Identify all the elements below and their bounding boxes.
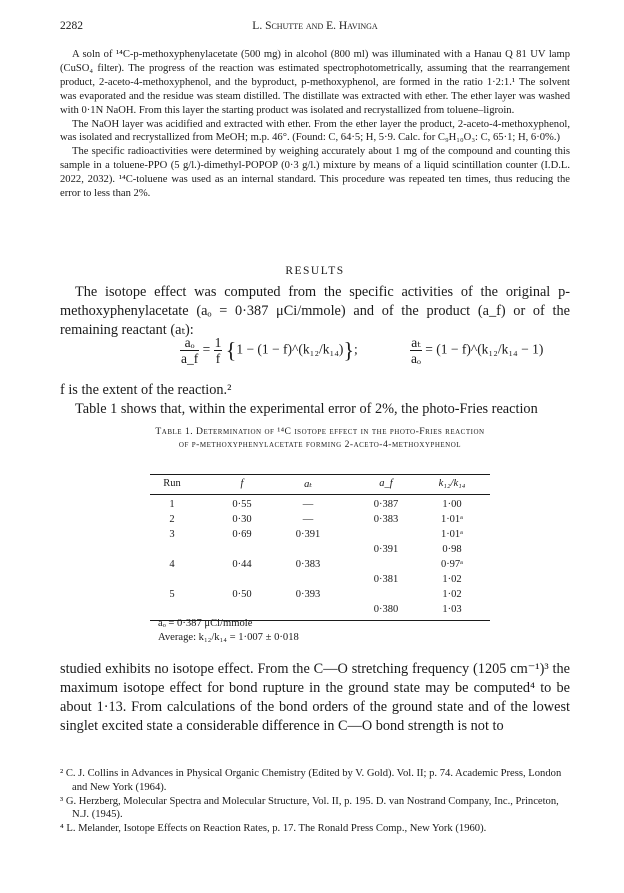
table-header-rule — [150, 494, 490, 495]
table-cell: 1 — [169, 499, 175, 510]
table-cell: 5 — [169, 589, 175, 600]
table-note-a0: aₒ = 0·387 μCi/mmole — [158, 618, 253, 629]
eq-num-at: aₜ — [411, 335, 421, 350]
table-cell: 1·02 — [442, 574, 462, 585]
extent-line: f is the extent of the reaction.² — [60, 382, 232, 398]
table-top-rule — [150, 474, 490, 475]
table-cell: 0·393 — [295, 589, 321, 600]
table-cell: 1·00 — [442, 499, 462, 510]
eq-den-af: a_f — [181, 351, 199, 366]
table-cell: 0·98 — [442, 544, 462, 555]
table-cell: 0·55 — [232, 499, 252, 510]
table-cell: 0·380 — [373, 604, 399, 615]
eq-brace-body: 1 − (1 − f)^(k₁₂/k₁₄) — [236, 341, 344, 357]
eq-num-1: 1 — [214, 335, 222, 350]
eq-den-f: f — [215, 351, 221, 366]
footnote-3: ³ G. Herzberg, Molecular Spectra and Molecular Structure, Vol. II, p. 195. D. van Nostrand Company, Inc., Princeton, N.J. (1945). — [60, 795, 559, 821]
table-header-run: Run — [163, 478, 181, 489]
table-cell: 0·97ᵃ — [440, 559, 464, 570]
table-cell: 0·383 — [373, 514, 399, 525]
table-cell: 4 — [169, 559, 175, 570]
footnote-4: ⁴ L. Melander, Isotope Effects on Reaction Rates, p. 17. The Ronald Press Comp., New York (1960). — [60, 823, 487, 835]
intro-paragraph-1: A soln of ¹⁴C-p-methoxyphenylacetate (500 mg) in alcohol (800 ml) was illuminated with a Hanau Q 81 UV lamp (CuSO₄ filter). The progress of the reaction was estimated spectrophotometrically, assuming that the rearrangement product, 2-aceto-4-methoxyphenol, and the byproduct, p-methoxyphenol, are formed in the ratio 1·2:1.¹ The solvent was evaporated and the residue was steam distilled. The distillate was extracted with ether. The ether layer was washed with 0·1N NaOH. From this layer the starting product was isolated and recrystallized from toluene–ligroin. — [60, 49, 570, 116]
experimental-section — [60, 48, 570, 201]
table-intro: Table 1 shows that, within the experimental error of 2%, the photo-Fries reaction — [75, 401, 538, 417]
intro-paragraph-2: The NaOH layer was acidified and extracted with ether. From the ether layer the product, 2-aceto-4-methoxyphenol, was isolated and recrystallized from MeOH; m.p. 46°. (Found: C, 64·5; H, 5·9. Calc. for C₉H₁₀O₃: C, 65·1; H, 6·0%.) — [60, 118, 570, 144]
table-cell: — — [302, 514, 314, 525]
eq-semicolon: ; — [354, 341, 358, 357]
table-caption-text: Table 1. Determination of ¹⁴C isotope effect in the photo-Fries reaction of p-methoxyphenylacetate forming 2-aceto-4-methoxyphenol — [155, 426, 485, 450]
eq-equals-1: = — [202, 341, 211, 357]
eq-fraction-a0-af — [180, 335, 199, 366]
table-header-at: aₜ — [304, 479, 312, 490]
eq-den-a0: aₒ — [411, 351, 421, 366]
eq-num-a0: aₒ — [180, 335, 199, 351]
table-header-f: f — [240, 478, 244, 489]
table-cell: 0·383 — [295, 559, 321, 570]
table-cell: 1·02 — [442, 589, 462, 600]
table-cell: 0·69 — [232, 529, 252, 540]
table-cell: 1·01ᵃ — [440, 514, 464, 525]
eq-fraction-at-a0 — [410, 335, 422, 366]
results-heading: RESULTS — [285, 265, 345, 277]
eq-fraction-1-f — [214, 335, 223, 366]
running-head: L. Schutte and E. Havinga — [252, 20, 378, 32]
eq-brace-close: } — [343, 337, 354, 363]
table-cell: 2 — [169, 514, 175, 525]
footnotes — [60, 767, 570, 836]
table-cell: — — [302, 499, 314, 510]
table-cell: 0·50 — [232, 589, 252, 600]
extent-text — [60, 381, 570, 419]
eq-brace-open: { — [225, 337, 237, 363]
table-note-average: Average: k₁₂/k₁₄ = 1·007 ± 0·018 — [158, 632, 299, 643]
isotope-equation — [60, 331, 570, 379]
conclusion-text — [60, 660, 570, 736]
table-cell: 0·381 — [373, 574, 399, 585]
table-cell: 0·30 — [232, 514, 252, 525]
table-cell: 1·01ᵃ — [440, 529, 464, 540]
footnote-2: ² C. J. Collins in Advances in Physical Organic Chemistry (Edited by V. Gold). Vol. II; p. 74. Academic Press, London and New York (1964). — [60, 768, 562, 793]
table-cell: 1·03 — [442, 604, 462, 615]
table-cell: 0·44 — [232, 559, 252, 570]
table-cell: 3 — [169, 529, 175, 540]
conclusion-paragraph: studied exhibits no isotope effect. From the C—O stretching frequency (1205 cm⁻¹)³ the maximum isotope effect for bond rupture in the ground state may be computed⁴ to be about 1·13. From calculations of the bond orders of the ground state and of the lowest singlet excited state a considerable difference in C—O bond strength is not to — [60, 661, 570, 734]
eq-rhs-2: = (1 − f)^(k₁₂/k₁₄ − 1) — [425, 341, 544, 357]
table-cell: 0·391 — [373, 544, 399, 555]
table-header-ratio: k₁₂/k₁₄ — [438, 478, 466, 489]
table-notes — [158, 617, 299, 645]
table-cell: 0·387 — [373, 499, 399, 510]
intro-paragraph-3: The specific radioactivities were determined by weighing accurately about 1 mg of the compound and counting this sample in a toluene-PPO (5 g/l.)-dimethyl-POPOP (0·3 g/l.) mixture by means of a liquid scintillation counter (I.D.L. 2022, 2032). ¹⁴C-toluene was used as an internal standard. This procedure was repeated ten times, thus reducing the error to less than 2%. — [60, 146, 570, 200]
table-caption — [150, 425, 490, 451]
table-header-af: a_f — [379, 478, 393, 489]
page-number: 2282 — [60, 20, 83, 32]
table-cell: 0·391 — [295, 529, 321, 540]
page-header — [60, 20, 570, 36]
results-paragraph: The isotope effect was computed from the specific activities of the original p-methoxyphenylacetate (aₒ = 0·387 μCi/mmole) and of the product (a_f) or of the remaining reactant (aₜ): — [60, 284, 570, 338]
